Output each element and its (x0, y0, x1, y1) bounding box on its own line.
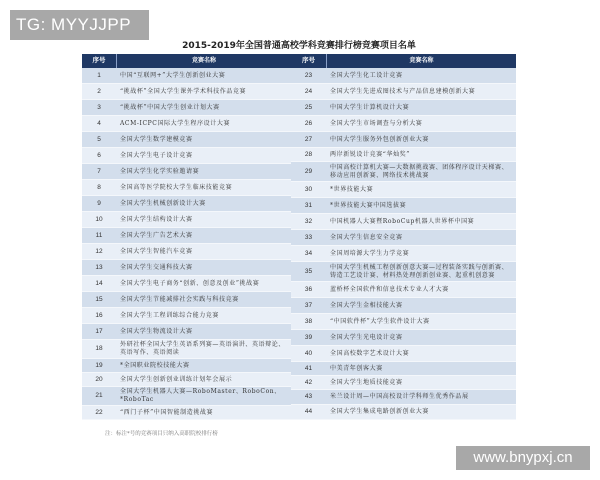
row-seq: 24 (304, 87, 313, 95)
table-row (82, 373, 291, 387)
table-row (291, 376, 516, 390)
row-competition-name: *全国职业院校技能大赛 (120, 361, 190, 369)
row-seq: 25 (304, 103, 313, 111)
row-seq: 40 (304, 349, 313, 357)
row-seq: 10 (95, 215, 103, 223)
row-competition-name: 全国大学生集成电路创新创业大赛 (330, 408, 430, 415)
table-row (291, 362, 516, 376)
row-competition-name: 中国大学生计算机设计大赛 (330, 103, 410, 111)
row-seq: 23 (304, 71, 313, 79)
row-competition-name: 全国大学生智能汽车竞赛 (120, 247, 193, 255)
table-row (291, 346, 516, 362)
row-competition-name: 中国“互联网+”大学生创新创业大赛 (120, 71, 226, 79)
table-row (291, 282, 516, 298)
table-row (291, 262, 516, 282)
table-row (291, 162, 516, 182)
row-seq: 37 (304, 301, 313, 309)
header-name: 竞赛名称 (191, 57, 216, 64)
row-seq: 20 (95, 375, 103, 383)
row-seq: 18 (95, 345, 103, 352)
watermark-bottom: www.bnypxj.cn (456, 446, 590, 470)
table-header (291, 54, 516, 68)
table-row (82, 212, 291, 228)
row-competition-name: “中国软件杯”大学生软件设计大赛 (330, 317, 430, 325)
row-seq: 44 (304, 408, 313, 415)
row-competition-name: 全国大学生化学实验邀请赛 (120, 167, 200, 175)
row-competition-name: 全国大学生信息安全竞赛 (330, 233, 403, 241)
table-right-body (291, 68, 516, 420)
row-competition-name: 全国大学生交通科技大赛 (120, 263, 193, 271)
row-competition-name: 中美青年创客大赛 (330, 364, 383, 372)
row-competition-name: 全国大学生创新创业训练计划年会展示 (120, 375, 233, 383)
row-competition-name: 全国大学生化工设计竞赛 (330, 71, 403, 79)
table-row (82, 340, 291, 359)
table-row (82, 228, 291, 244)
table-row (291, 405, 516, 420)
table-row (291, 84, 516, 100)
table-row (82, 100, 291, 116)
table-header (82, 54, 291, 68)
table-row (291, 246, 516, 262)
row-competition-name: 全国大学生工程训练综合能力竞赛 (120, 311, 220, 319)
row-seq: 30 (304, 185, 313, 193)
row-seq: 35 (304, 267, 313, 275)
row-seq: 7 (97, 167, 101, 175)
row-competition-name: 全国大学生电子设计竞赛 (120, 151, 193, 159)
table-row (82, 116, 291, 132)
table-row (291, 330, 516, 346)
competition-table (82, 54, 516, 420)
row-competition-name: 全国大学生物流设计大赛 (120, 327, 193, 335)
row-seq: 12 (95, 247, 103, 255)
footnote: 注：标注*号的竞赛项目只纳入高职院校排行榜 (105, 431, 218, 437)
table-row (82, 324, 291, 340)
header-seq: 序号 (82, 54, 117, 68)
table-row (82, 387, 291, 406)
row-seq: 32 (304, 217, 313, 225)
document-title: 2015-2019年全国普通高校学科竞赛排行榜竞赛项目名单 (182, 41, 416, 51)
row-competition-name: 全国高等医学院校大学生临床技能竞赛 (120, 183, 233, 191)
table-row (291, 298, 516, 314)
row-seq: 2 (97, 87, 101, 95)
row-competition-name: “挑战杯”中国大学生创业计划大赛 (120, 103, 220, 111)
table-row (82, 406, 291, 420)
row-seq: 39 (304, 333, 313, 341)
row-competition-name: 全国大学生光电设计竞赛 (330, 333, 403, 341)
row-competition-name: 中国高校计算机大赛—大数据挑战赛、团体程序设计天梯赛、移动应用创新赛、网络技术挑战赛 (330, 163, 509, 179)
table-row (82, 244, 291, 260)
table-row (291, 148, 516, 162)
table-row (82, 196, 291, 212)
table-row (82, 84, 291, 100)
row-competition-name: 全国大学生结构设计大赛 (120, 215, 193, 223)
row-seq: 41 (304, 364, 313, 372)
table-row (291, 132, 516, 148)
row-seq: 33 (304, 233, 313, 241)
row-competition-name: *世界技能大赛 (330, 185, 374, 193)
row-seq: 27 (304, 135, 313, 143)
row-seq: 14 (95, 279, 103, 287)
row-competition-name: 全国大学生市场调查与分析大赛 (330, 119, 423, 127)
row-competition-name: 中国大学生机械工程创新创意大赛—过程装备实践与创新赛、铸造工艺设计赛、材料热处理创新创业赛、起重机创意赛 (330, 263, 509, 279)
row-competition-name: 蓝桥杯全国软件和信息技术专业人才大赛 (330, 285, 449, 293)
table-row (291, 116, 516, 132)
row-competition-name: 全国大学生先进成图技术与产品信息建模创新大赛 (330, 87, 476, 95)
row-seq: 5 (97, 135, 101, 143)
row-seq: 43 (304, 393, 313, 400)
row-seq: 4 (97, 119, 101, 127)
table-row (82, 180, 291, 196)
table-left-body (82, 68, 291, 420)
row-seq: 22 (95, 408, 103, 416)
row-seq: 15 (95, 295, 103, 303)
row-competition-name: 全国大学生金相技能大赛 (330, 301, 403, 309)
row-competition-name: 外研社杯全国大学生英语系列赛—英语演讲、英语辩论、英语写作、英语阅读 (120, 341, 286, 356)
row-competition-name: “西门子杯”中国智能制造挑战赛 (120, 408, 214, 416)
row-seq: 17 (95, 327, 103, 335)
row-seq: 28 (304, 150, 313, 158)
table-row (82, 68, 291, 84)
table-row (291, 100, 516, 116)
row-seq: 42 (304, 378, 313, 386)
row-seq: 34 (304, 249, 313, 257)
row-competition-name: ACM-ICPC国际大学生程序设计大赛 (120, 119, 231, 127)
table-row (291, 214, 516, 230)
row-seq: 21 (95, 392, 103, 399)
row-competition-name: 全国大学生电子商务“创新、创意及创业”挑战赛 (120, 279, 260, 287)
table-row (82, 260, 291, 276)
watermark-top: TG: MYYJJPP (10, 10, 149, 40)
row-competition-name: “挑战杯”全国大学生课外学术科技作品竞赛 (120, 87, 247, 95)
row-competition-name: 全国大学生数学建模竞赛 (120, 135, 193, 143)
row-seq: 26 (304, 119, 313, 127)
table-row (291, 68, 516, 84)
row-competition-name: 两岸新锐设计竞赛“华灿奖” (330, 150, 410, 158)
table-row (291, 182, 516, 198)
row-seq: 8 (97, 183, 101, 191)
row-seq: 19 (95, 361, 103, 369)
table-row (82, 308, 291, 324)
row-competition-name: 全国大学生机械创新设计大赛 (120, 199, 206, 207)
table-row (291, 390, 516, 405)
table-row (291, 230, 516, 246)
row-competition-name: 全国大学生广告艺术大赛 (120, 231, 193, 239)
table-row (82, 148, 291, 164)
row-competition-name: 全国大学生地质技能竞赛 (330, 378, 403, 386)
row-seq: 13 (95, 263, 103, 271)
table-row (82, 132, 291, 148)
row-competition-name: 全国高校数字艺术设计大赛 (330, 349, 410, 357)
table-row (291, 314, 516, 330)
table-left-half (82, 54, 291, 420)
row-seq: 1 (97, 71, 101, 79)
row-seq: 3 (97, 103, 101, 111)
table-row (291, 198, 516, 214)
row-seq: 31 (304, 201, 313, 209)
table-row (82, 292, 291, 308)
row-competition-name: 米兰设计周—中国高校设计学科师生优秀作品展 (330, 393, 469, 400)
row-seq: 38 (304, 317, 313, 325)
row-competition-name: *世界技能大赛中国选拔赛 (330, 201, 407, 209)
row-seq: 16 (95, 311, 103, 319)
header-seq: 序号 (291, 54, 327, 68)
row-competition-name: 全国周培源大学生力学竞赛 (330, 249, 410, 257)
table-row (82, 359, 291, 373)
table-row (82, 164, 291, 180)
row-seq: 36 (304, 285, 313, 293)
row-competition-name: 全国大学生节能减排社会实践与科技竞赛 (120, 295, 239, 303)
row-competition-name: 全国大学生机器人大赛—RoboMaster、RoboCon、*RoboTac (120, 388, 281, 403)
row-seq: 11 (95, 231, 103, 239)
table-row (82, 276, 291, 292)
table-right-half (291, 54, 516, 420)
row-seq: 6 (97, 151, 101, 159)
row-seq: 9 (97, 199, 101, 207)
row-competition-name: 中国大学生服务外包创新创业大赛 (330, 135, 430, 143)
row-seq: 29 (304, 167, 313, 175)
header-name: 竞赛名称 (409, 57, 434, 64)
row-competition-name: 中国机器人大赛暨RoboCup机器人世界杯中国赛 (330, 217, 475, 225)
